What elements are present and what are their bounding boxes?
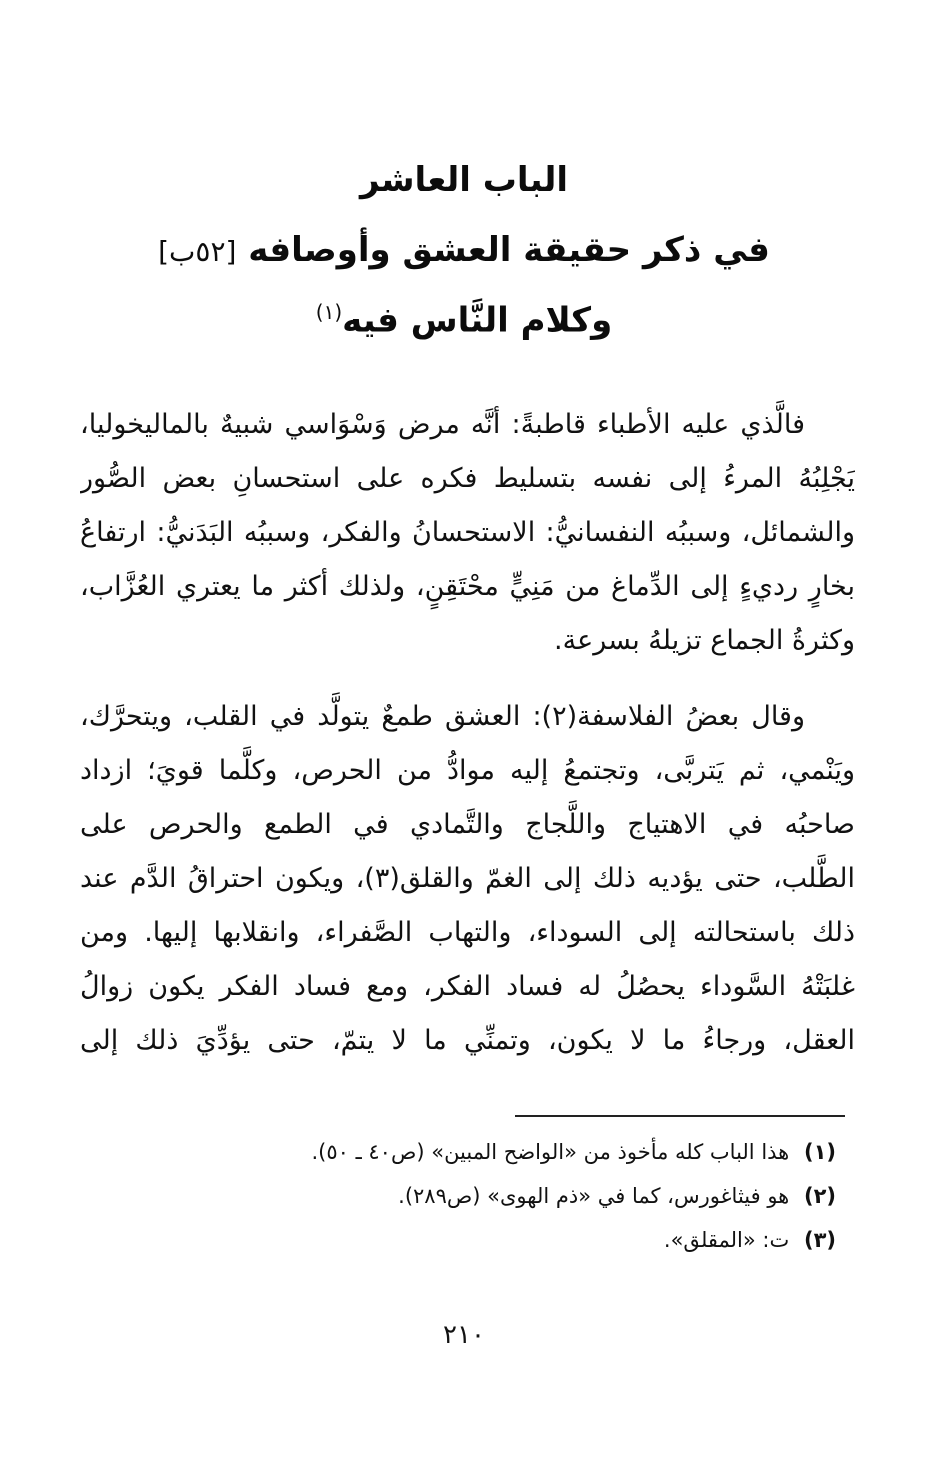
paragraph-line: فالَّذي عليه الأطباء قاطبةً: أنَّه مرض وَسْوَاسي شبيهٌ بالماليخوليا،	[80, 409, 805, 440]
chapter-title: الباب العاشر	[359, 160, 569, 200]
footnotes	[116, 1130, 836, 1262]
paragraph-line: الطَّلب، حتى يؤديه ذلك إلى الغمّ والقلق(٣)، ويكون احتراقُ الدَّم عند	[80, 863, 855, 894]
footnote-number: (٣)	[803, 1228, 836, 1252]
paragraph-line: غلبَتْهُ السَّوداء يحصُلُ له فساد الفكر، ومع فساد الفكر يكون زوالُ	[80, 971, 855, 1002]
footnote-1	[116, 1130, 836, 1174]
folio-marker: [٥٢ب]	[158, 235, 237, 268]
chapter-subtitle-second	[0, 300, 928, 340]
paragraph-1	[80, 398, 855, 668]
chapter-subtitle-main	[0, 230, 928, 270]
paragraph-line: بخارٍ رديءٍ إلى الدِّماغ من مَنِيٍّ محْتَقِنٍ، ولذلك أكثر ما يعتري العُزَّاب،	[80, 571, 855, 602]
paragraph-line: يَجْلِبُهُ المرءُ إلى نفسه بتسليط فكره على استحسانِ بعض الصُّور	[80, 463, 855, 494]
footnote-text: هو فيثاغورس، كما في «ذم الهوى» (ص٢٨٩).	[398, 1184, 790, 1208]
paragraph-line: وكثرةُ الجماع تزيلهُ بسرعة.	[554, 625, 855, 656]
footnote-text: هذا الباب كله مأخوذ من «الواضح المبين» (ص٤٠ ـ ٥٠).	[311, 1140, 790, 1164]
paragraph-line: العقل، ورجاءُ ما لا يكون، وتمنِّي ما لا يتمّ، حتى يؤدِّيَ ذلك إلى	[80, 1025, 855, 1056]
footnote-3	[116, 1218, 836, 1262]
paragraph-line: والشمائل، وسببُه النفسانيُّ: الاستحسانُ والفكر، وسببُه البَدَنيُّ: ارتفاعُ	[80, 517, 855, 548]
subtitle-main-text: في ذكر حقيقة العشق وأوصافه	[248, 230, 770, 270]
subtitle-second-text: وكلام النَّاس فيه	[342, 300, 613, 341]
footnote-2	[116, 1174, 836, 1218]
paragraph-line: صاحبُه في الاهتياج واللَّجاج والتَّمادي في الطمع والحرص على	[80, 809, 855, 840]
page-number: ٢١٠	[443, 1320, 485, 1350]
paragraph-line: ويَنْمي، ثم يَتربَّى، وتجتمعُ إليه موادُّ من الحرص، وكلَّما قويَ؛ ازداد	[80, 755, 855, 786]
footnote-ref-1: (١)	[315, 300, 343, 324]
footnote-separator	[515, 1115, 845, 1117]
paragraph-2	[80, 690, 855, 1068]
footnote-text: ت: «المقلق».	[663, 1228, 790, 1252]
footnote-number: (٢)	[803, 1184, 836, 1208]
paragraph-line: ذلك باستحالته إلى السوداء، والتهاب الصَّفراء، وانقلابها إليها. ومن	[80, 917, 855, 948]
paragraph-line: وقال بعضُ الفلاسفة(٢): العشق طمعٌ يتولَّد في القلب، ويتحرَّك،	[80, 701, 806, 732]
footnote-number: (١)	[803, 1140, 836, 1164]
